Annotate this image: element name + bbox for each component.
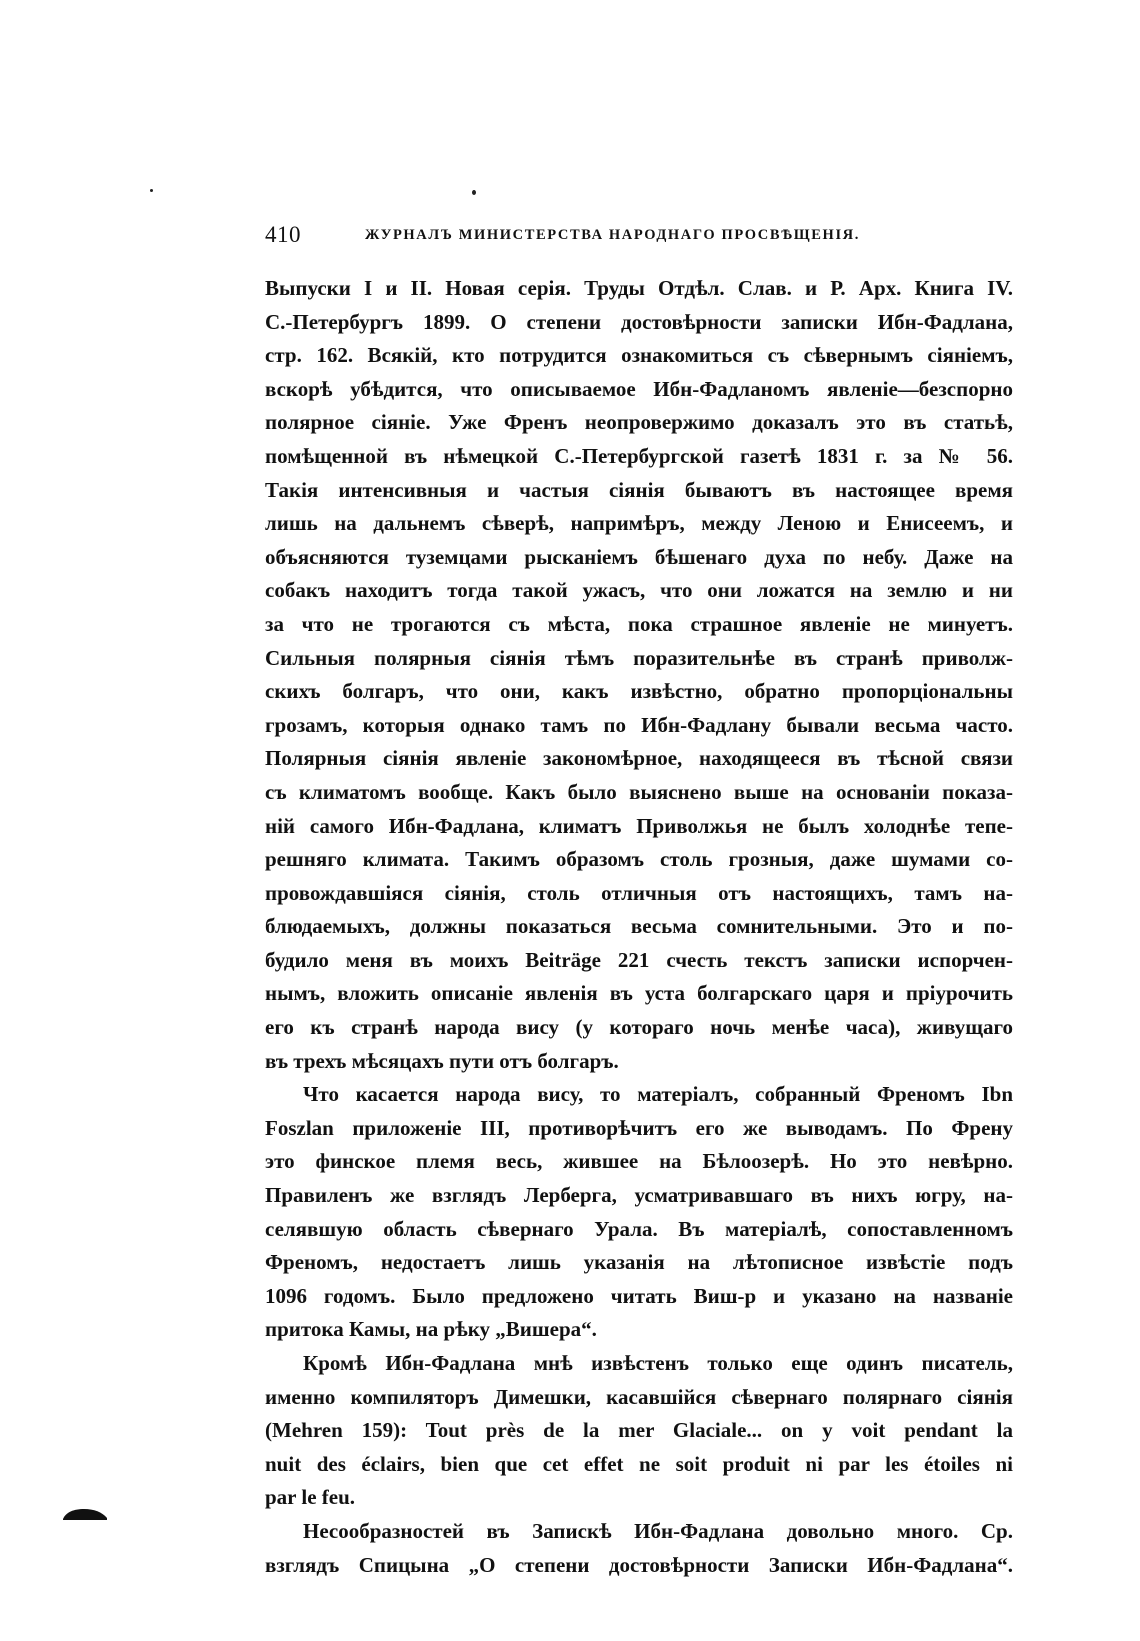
text-line: решняго климата. Такимъ образомъ столь грозныя, даже шумами со- xyxy=(265,847,1013,872)
text-line: Правиленъ же взглядъ Лерберга, усматривавшаго въ нихъ югру, на- xyxy=(265,1183,1013,1208)
body-text xyxy=(265,272,1013,1582)
text-line: притока Камы, на рѣку „Вишера“. xyxy=(265,1317,597,1342)
page-header xyxy=(265,222,1013,252)
text-line: par le feu. xyxy=(265,1485,356,1510)
text-line: собакъ находитъ тогда такой ужасъ, что они ложатся на землю и ни xyxy=(265,578,1013,603)
text-line: вскорѣ убѣдится, что описываемое Ибн-Фадланомъ явленіе—безспорно xyxy=(265,376,1013,401)
text-line: Такія интенсивныя и частыя сіянія бываютъ въ настоящее время xyxy=(265,477,1013,502)
text-line: помѣщенной въ нѣмецкой С.-Петербургской газетѣ 1831 г. за № 56. xyxy=(265,443,1013,468)
text-line: взглядъ Спицына „О степени достовѣрности Записки Ибн-Фадлана“. xyxy=(265,1552,1013,1577)
text-line: именно компиляторъ Димешки, касавшійся сѣвернаго полярнаго сіянія xyxy=(265,1384,1013,1409)
text-line: это финское племя весь, жившее на Бѣлоозерѣ. Но это невѣрно. xyxy=(265,1149,1013,1174)
ink-speck xyxy=(150,189,153,192)
text-line: лишь на дальнемъ сѣверѣ, напримѣръ, между Леною и Енисеемъ, и xyxy=(265,511,1013,536)
text-line: (Mehren 159): Tout près de la mer Glaciale... on y voit pendant la xyxy=(265,1418,1013,1443)
text-line: полярное сіяніе. Уже Френъ неопровержимо доказалъ это въ статьѣ, xyxy=(265,410,1013,435)
text-line: грозамъ, которыя однако тамъ по Ибн-Фадлану бывали весьма часто. xyxy=(265,712,1013,737)
text-line: ній самого Ибн-Фадлана, климатъ Приволжья не былъ холоднѣе тепе- xyxy=(265,813,1013,838)
text-line: Полярныя сіянія явленіе закономѣрное, находящееся въ тѣсной связи xyxy=(265,746,1013,771)
ink-speck xyxy=(472,190,476,195)
text-line: за что не трогаются съ мѣста, пока страшное явленіе не минуетъ. xyxy=(265,611,1013,636)
text-line: Foszlan приложеніе III, противорѣчитъ его же выводамъ. По Френу xyxy=(265,1115,1013,1140)
text-line: будило меня въ моихъ Beiträge 221 счесть текстъ записки испорчен- xyxy=(265,947,1013,972)
text-line: селявшую область сѣвернаго Урала. Въ матеріалѣ, сопоставленномъ xyxy=(265,1216,1013,1241)
text-line: скихъ болгаръ, что они, какъ извѣстно, обратно пропорціональны xyxy=(265,679,1013,704)
running-head: ЖУРНАЛЪ МИНИСТЕРСТВА НАРОДНАГО ПРОСВѢЩЕНІЯ. xyxy=(365,227,860,243)
text-line: С.-Петербургъ 1899. О степени достовѣрности записки Ибн-Фадлана, xyxy=(265,309,1013,334)
text-line: нымъ, вложить описаніе явленія въ уста болгарскаго царя и пріурочить xyxy=(265,981,1013,1006)
text-line: стр. 162. Всякій, кто потрудится ознакомиться съ сѣвернымъ сіяніемъ, xyxy=(265,343,1013,368)
text-line: Френомъ, недостаетъ лишь указанія на лѣтописное извѣстіе подъ xyxy=(265,1250,1013,1275)
text-line: nuit des éclairs, bien que cet effet ne soit produit ni par les étoiles ni xyxy=(265,1451,1013,1476)
text-line: его къ странѣ народа вису (у котораго ночь менѣе часа), живущаго xyxy=(265,1015,1013,1040)
text-line: съ климатомъ вообще. Какъ было выяснено выше на основаніи показа- xyxy=(265,779,1013,804)
text-line: объясняются туземцами рысканіемъ бѣшенаго духа по небу. Даже на xyxy=(265,544,1013,569)
text-line: Несообразностей въ Запискѣ Ибн-Фадлана довольно много. Ср. xyxy=(303,1518,1013,1543)
text-line: Выпуски I и II. Новая серія. Труды Отдѣл. Слав. и Р. Арх. Книга IV. xyxy=(265,276,1013,300)
text-line: Сильныя полярныя сіянія тѣмъ поразительнѣе въ странѣ приволж- xyxy=(265,645,1013,670)
ink-smudge xyxy=(62,1508,108,1520)
page-number: 410 xyxy=(265,222,301,247)
text-line: 1096 годомъ. Было предложено читать Виш-р и указано на названіе xyxy=(265,1283,1013,1308)
text-line: Кромѣ Ибн-Фадлана мнѣ извѣстенъ только еще одинъ писатель, xyxy=(303,1351,1013,1375)
text-line: Что касается народа вису, то матеріалъ, собранный Френомъ Ibn xyxy=(303,1082,1013,1107)
text-line: провождавшіяся сіянія, столь отличныя отъ настоящихъ, тамъ на- xyxy=(265,880,1013,905)
text-line: въ трехъ мѣсяцахъ пути отъ болгаръ. xyxy=(265,1048,619,1073)
text-line: блюдаемыхъ, должны показаться весьма сомнительными. Это и по- xyxy=(265,914,1013,939)
